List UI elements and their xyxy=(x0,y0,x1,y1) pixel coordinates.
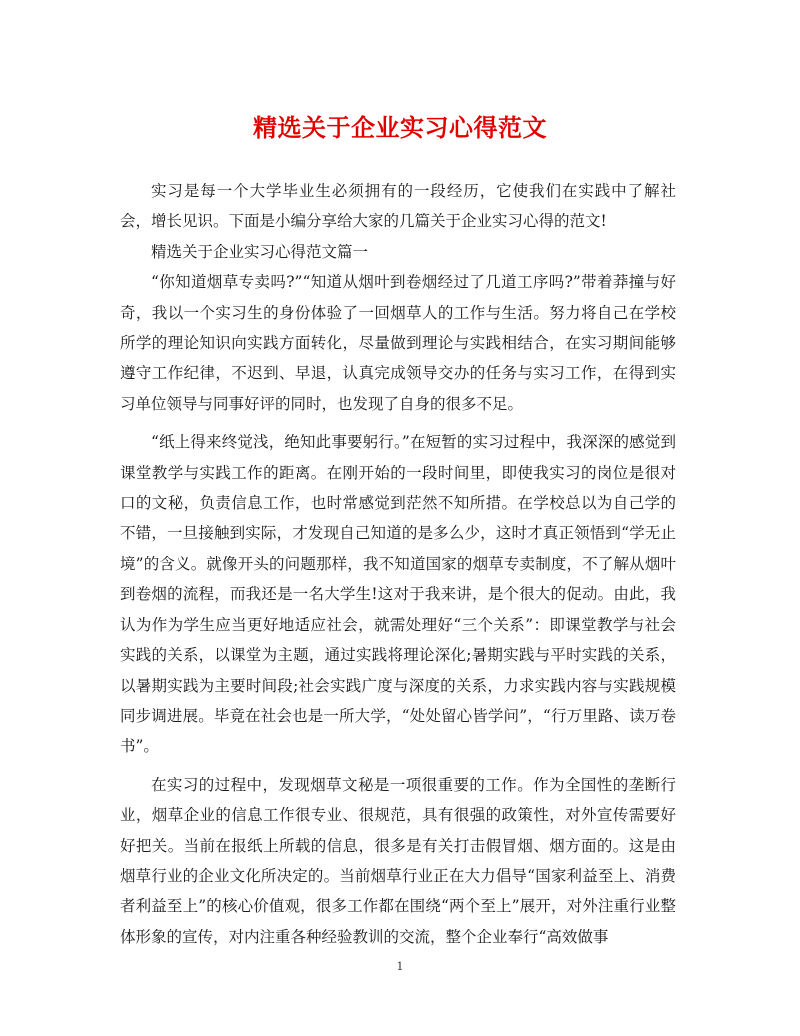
body-paragraph: 在实习的过程中，发现烟草文秘是一项很重要的工作。作为全国性的垄断行业，烟草企业的信息工作很专业、很规范，具有很强的政策性，对外宣传需要好好把关。当前在报纸上所载的信息，很多是有关打击假冒烟、烟方面的。这是由烟草行业的企业文化所决定的。当前烟草行业正在大力倡导“国家利益至上、消费者利益至上”的核心价值观，很多工作都在围绕“两个至上”展开，对外注重行业整体形象的宣传，对内注重各种经验教训的交流，整个企业奉行“高效做事 xyxy=(120,775,676,946)
body-paragraph: “纸上得来终觉浅，绝知此事要躬行。”在短暂的实习过程中，我深深的感觉到课堂教学与实践工作的距离。在刚开始的一段时间里，即使我实习的岗位是很对口的文秘，负责信息工作，也时常感觉到茫然不知所措。在学校总以为自己学的不错，一旦接触到实际，才发现自己知道的是多么少，这时才真正领悟到“学无止境”的含义。就像开头的问题那样，我不知道国家的烟草专卖制度，不了解从烟叶到卷烟的流程，而我还是一名大学生!这对于我来讲，是个很大的促动。由此，我认为作为学生应当更好地适应社会，就需处理好“三个关系”：即课堂教学与社会实践的关系，以课堂为主题，通过实践将理论深化;暑期实践与平时实践的关系，以暑期实践为主要时间段;社会实践广度与深度的关系，力求实践内容与实践规模同步调进展。毕竟在社会也是一所大学，“处处留心皆学问”，“行万里路、读万卷书”。 xyxy=(120,433,676,756)
document-body xyxy=(120,176,676,952)
intro-paragraph: 实习是每一个大学毕业生必须拥有的一段经历，它使我们在实践中了解社会，增长见识。下面是小编分享给大家的几篇关于企业实习心得的范文! xyxy=(120,182,676,231)
page-number: 1 xyxy=(396,960,404,973)
body-paragraph: “你知道烟草专卖吗?”“知道从烟叶到卷烟经过了几道工序吗?”带着莽撞与好奇，我以一个实习生的身份体验了一回烟草人的工作与生活。努力将自己在学校所学的理论知识向实践方面转化，尽量做到理论与实践相结合，在实习期间能够遵守工作纪律，不迟到、早退，认真完成领导交办的任务与实习工作，在得到实习单位领导与同事好评的同时，也发现了自身的很多不足。 xyxy=(120,273,676,413)
section-heading: 精选关于企业实习心得范文篇一 xyxy=(151,242,369,261)
document-title: 精选关于企业实习心得范文 xyxy=(253,113,547,142)
